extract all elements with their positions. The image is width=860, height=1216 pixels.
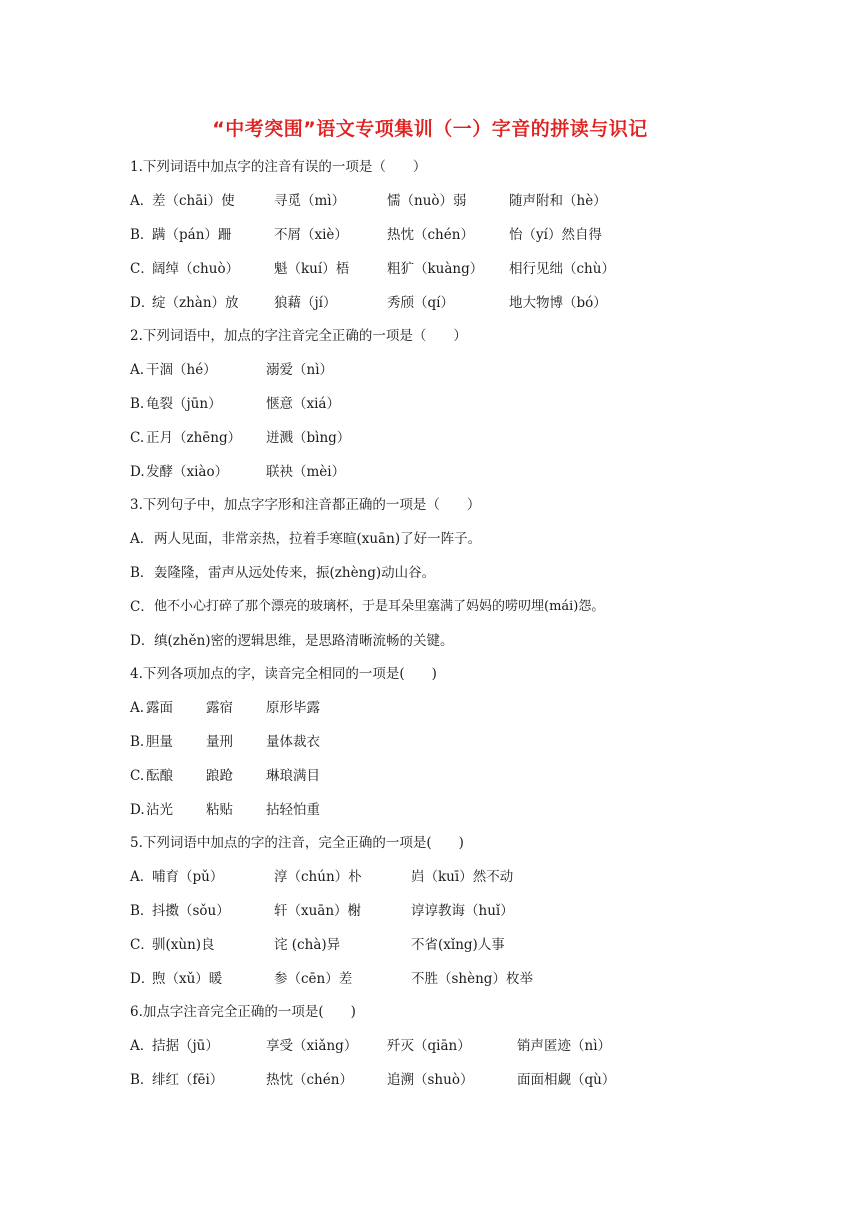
- option-label: D．: [130, 633, 155, 649]
- question-6-option-b: [130, 1069, 730, 1091]
- option-item: 迸溅（bìng）: [266, 430, 351, 446]
- question-5-option-a: [130, 866, 730, 888]
- question-4-stem: 4.下列各项加点的字，读音完全相同的一项是( ): [130, 666, 437, 682]
- option-item: 蹒（pán）跚: [152, 227, 232, 243]
- option-label: B．: [130, 903, 154, 919]
- option-item: 驯(xùn)良: [152, 937, 215, 953]
- option-item: 怡（yí）然自得: [509, 227, 602, 243]
- question-1-stem: 1.下列词语中加点字的注音有误的一项是（ ）: [130, 159, 427, 175]
- question-4-option-b: [130, 731, 530, 753]
- option-item: 轩（xuān）榭: [274, 903, 362, 919]
- option-label: D．: [130, 295, 155, 311]
- option-label: A.: [130, 700, 145, 716]
- option-item: 哺育（pǔ）: [152, 869, 224, 885]
- option-item: 相行见绌（chù）: [509, 261, 615, 277]
- option-item: 销声匿迹（nì）: [517, 1038, 612, 1054]
- question-6-option-a: [130, 1035, 730, 1057]
- option-item: 粗犷（kuàng）: [387, 261, 484, 277]
- question-4-option-d: [130, 799, 530, 821]
- option-item: 沾光: [146, 802, 173, 818]
- option-item: 发酵（xiào）: [146, 464, 229, 480]
- option-item: 魁（kuí）梧: [274, 261, 350, 277]
- option-item: 阔绰（chuò）: [152, 261, 240, 277]
- option-item: 秀颀（qí）: [387, 295, 454, 311]
- option-label: A.: [130, 362, 145, 378]
- question-1-option-b: [130, 224, 730, 246]
- question-5-stem: 5.下列词语中加点的字的注音，完全正确的一项是( ): [130, 835, 464, 851]
- option-item: 胆量: [146, 734, 173, 750]
- option-item: 量刑: [206, 734, 233, 750]
- option-item: 热忱（chén）: [266, 1072, 353, 1088]
- option-label: B．: [130, 227, 154, 243]
- option-label: A．: [130, 869, 154, 885]
- question-2-stem: 2.下列词语中，加点的字注音完全正确的一项是（ ）: [130, 328, 467, 344]
- question-3-option-c: [130, 596, 730, 618]
- question-5-option-c: [130, 934, 730, 956]
- option-item: 露宿: [206, 700, 233, 716]
- option-label: D．: [130, 971, 155, 987]
- question-3-option-d: [130, 630, 730, 652]
- question-4-option-c: [130, 765, 530, 787]
- option-item: 不屑（xiè）: [274, 227, 348, 243]
- option-item: 联袂（mèi）: [266, 464, 346, 480]
- option-item: 绯红（fēi）: [152, 1072, 224, 1088]
- page-title: “中考突围”语文专项集训（一）字音的拼读与识记: [212, 118, 648, 140]
- option-item: 地大物博（bó）: [509, 295, 607, 311]
- option-item: 差（chāi）使: [152, 193, 235, 209]
- question-4-option-a: [130, 697, 530, 719]
- question-5-option-d: [130, 968, 730, 990]
- option-label: D.: [130, 464, 145, 480]
- option-label: C．: [130, 937, 154, 953]
- option-item: 追溯（shuò）: [387, 1072, 474, 1088]
- option-item: 不省(xǐng)人事: [411, 937, 505, 953]
- question-3-stem: 3.下列句子中，加点字字形和注音都正确的一项是（ ）: [130, 497, 481, 513]
- option-item: 拈轻怕重: [266, 802, 320, 818]
- option-item: 露面: [146, 700, 173, 716]
- question-1-option-c: [130, 258, 730, 280]
- question-2-option-a: [130, 359, 530, 381]
- option-item: 岿（kuī）然不动: [411, 869, 514, 885]
- option-item: 狼藉（jí）: [274, 295, 337, 311]
- option-item: 随声附和（hè）: [509, 193, 607, 209]
- option-label: B.: [130, 396, 145, 412]
- option-item: 不胜（shèng）枚举: [411, 971, 533, 987]
- option-item: 淳（chún）朴: [274, 869, 362, 885]
- option-item: 热忱（chén）: [387, 227, 474, 243]
- question-6-stem: 6.加点字注音完全正确的一项是( ): [130, 1004, 356, 1020]
- option-item: 原形毕露: [266, 700, 320, 716]
- option-item: 干涸（hé）: [146, 362, 217, 378]
- question-1-option-a: [130, 190, 730, 212]
- option-item: 拮据（jū）: [152, 1038, 219, 1054]
- option-label: D.: [130, 802, 145, 818]
- option-label: A．: [130, 193, 154, 209]
- question-5-option-b: [130, 900, 730, 922]
- option-item: 抖擞（sǒu）: [152, 903, 230, 919]
- option-label: A．: [130, 1038, 154, 1054]
- option-item: 懦（nuò）弱: [387, 193, 467, 209]
- option-item: 龟裂（jūn）: [146, 396, 222, 412]
- option-item: 绽（zhàn）放: [152, 295, 239, 311]
- option-item: 面面相觑（qù）: [517, 1072, 616, 1088]
- option-item: 琳琅满目: [266, 768, 320, 784]
- option-label: C．: [130, 261, 154, 277]
- option-item: 轰隆隆，雷声从远处传来，振(zhèng)动山谷。: [154, 565, 436, 581]
- question-2-option-c: [130, 427, 530, 449]
- option-label: B.: [130, 734, 145, 750]
- option-label: B．: [130, 565, 154, 581]
- option-item: 煦（xǔ）暖: [152, 971, 223, 987]
- question-2-option-b: [130, 393, 530, 415]
- option-label: C.: [130, 430, 145, 446]
- option-item: 酝酿: [146, 768, 173, 784]
- question-1-option-d: [130, 292, 730, 314]
- question-2-option-d: [130, 461, 530, 483]
- option-item: 诧 (chà)异: [274, 937, 341, 953]
- option-item: 寻觅（mì）: [274, 193, 346, 209]
- option-label: C.: [130, 768, 145, 784]
- option-item: 享受（xiǎng）: [266, 1038, 358, 1054]
- option-item: 缜(zhěn)密的逻辑思维，是思路清晰流畅的关键。: [154, 633, 454, 649]
- option-item: 粘贴: [206, 802, 233, 818]
- option-label: A．: [130, 531, 154, 547]
- option-item: 两人见面，非常亲热，拉着手寒暄(xuān)了好一阵子。: [154, 531, 482, 547]
- option-item: 惬意（xiá）: [266, 396, 340, 412]
- option-item: 歼灭（qiān）: [387, 1038, 471, 1054]
- option-item: 踉跄: [206, 768, 233, 784]
- option-item: 溺爱（nì）: [266, 362, 334, 378]
- question-3-option-b: [130, 562, 730, 584]
- option-label: C．: [130, 599, 154, 615]
- question-3-option-a: [130, 528, 730, 550]
- option-item: 参（cēn）差: [274, 971, 353, 987]
- option-item: 正月（zhēng）: [146, 430, 242, 446]
- option-item: 量体裁衣: [266, 734, 320, 750]
- option-item: 谆谆教诲（huǐ）: [411, 903, 514, 919]
- option-item: 他不小心打碎了那个漂亮的玻璃杯，于是耳朵里塞满了妈妈的唠叨埋(mái)怨。: [154, 599, 605, 614]
- option-label: B．: [130, 1072, 154, 1088]
